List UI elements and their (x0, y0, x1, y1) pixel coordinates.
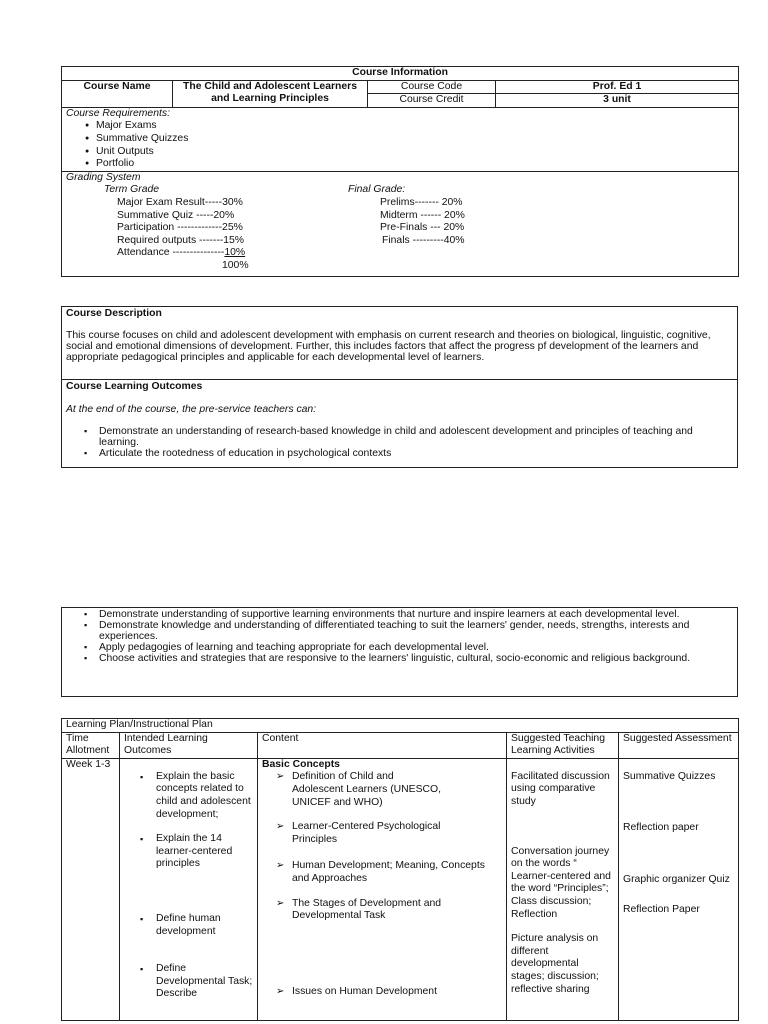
attendance-value: 10% (224, 247, 246, 259)
assessment-item: Summative Quizzes (623, 770, 716, 782)
list-item: ▪ Define Developmental Task; Describe (120, 963, 257, 1001)
list-item: ● Portfolio (66, 158, 734, 171)
list-item: ➢ Learner-Centered Psychological Principles (258, 821, 506, 846)
list-item: ▪ Demonstrate an understanding of research-based knowledge in child and adolescent development and principles of teaching and learning. (66, 426, 733, 448)
list-item: ➢ Definition of Child and Adolescent Learners (UNESCO, UNICEF and WHO) (258, 771, 506, 809)
list-item: ▪ Demonstrate knowledge and understanding of differentiated teaching to suit the learners' gender, needs, strengths, interests and experiences. (66, 620, 733, 642)
grading-title: Grading System (66, 171, 141, 183)
course-name-label: Course Name (62, 80, 173, 107)
course-description-box (61, 306, 738, 380)
list-item: ● Unit Outputs (66, 146, 734, 159)
header-intended-outcomes: Intended Learning Outcomes (120, 732, 258, 758)
course-code-label: Course Code (368, 80, 496, 94)
term-grade-item: Major Exam Result-----30% (117, 196, 243, 208)
list-item: ➢ Human Development; Meaning, Concepts and Approaches (258, 860, 506, 885)
outcomes-continued-box (61, 607, 738, 697)
activities-cell (507, 758, 619, 1020)
term-grade-item: Required outputs -------15% (117, 234, 245, 246)
course-credit-value: 3 unit (496, 94, 739, 108)
final-grade-title: Final Grade: (348, 184, 406, 196)
activity-item: Picture analysis on different developmental stages; discussion; reflective sharing (511, 933, 599, 995)
list-item: ● Summative Quizzes (66, 133, 734, 146)
list-item: ● Major Exams (66, 120, 734, 133)
content-cell (258, 758, 507, 1020)
course-outcomes-box (61, 379, 738, 468)
list-item: ▪ Articulate the rootedness of education in psychological contexts (66, 448, 733, 459)
final-grade-item: Midterm ------ 20% (380, 209, 465, 221)
term-grade-title: Term Grade (104, 184, 160, 196)
term-grade-item: Summative Quiz -----20% (117, 209, 235, 221)
list-item: ➢ The Stages of Development and Developmental Task (258, 898, 506, 923)
final-grade-block (348, 184, 465, 247)
final-grade-item: Pre-Finals --- 20% (380, 222, 465, 234)
course-outcomes-title: Course Learning Outcomes (66, 381, 203, 392)
list-item: ▪ Explain the basic concepts related to child and adolescent development; (120, 771, 257, 821)
course-info-table (61, 66, 739, 277)
term-grade-block (104, 184, 249, 272)
course-outcomes-intro: At the end of the course, the pre-service teachers can: (66, 404, 317, 415)
course-description-title: Course Description (66, 308, 162, 319)
assessment-cell (619, 758, 739, 1020)
course-code-value: Prof. Ed 1 (496, 80, 739, 94)
term-grade-item: Participation -------------25% (117, 222, 243, 234)
activity-item: Conversation journey on the words “ Learner-centered and the word “Principles”; Class discussion; Reflection (511, 845, 611, 920)
final-grade-item: Prelims------- 20% (380, 196, 463, 208)
list-item: ▪ Choose activities and strategies that are responsive to the learners' linguistic, cultural, socio-economic and religious background. (66, 653, 733, 664)
assessment-item: Reflection Paper (623, 903, 700, 915)
header-activities: Suggested Teaching Learning Activities (507, 732, 619, 758)
grading-system-cell (62, 171, 739, 276)
ilo-list (120, 759, 257, 1001)
list-item: ➢ Issues on Human Development (258, 986, 506, 999)
requirements-list (66, 120, 734, 170)
header-time-allotment: Time Allotment (62, 732, 120, 758)
content-title: Basic Concepts (262, 758, 340, 770)
course-requirements-cell (62, 107, 739, 171)
attendance-line: Attendance ---------------10% (117, 247, 246, 259)
ilo-cell (120, 758, 258, 1020)
header-assessment: Suggested Assessment (619, 732, 739, 758)
term-total: 100% (222, 259, 249, 271)
course-description-text: This course focuses on child and adolescent development with emphasis on current research and theories on biological, linguistic, cognitive, social and emotional dimensions of development. Further, this includes factors that affect the progress pf development of the learners and appropriate pedagogical principles and applicable for each developmental level of learners. (66, 330, 711, 363)
final-grade-item: Finals ---------40% (382, 234, 465, 246)
learning-plan-table (61, 718, 739, 1021)
outcomes-continued-list (66, 609, 733, 664)
content-list (258, 771, 506, 998)
week-cell: Week 1-3 (62, 758, 120, 1020)
list-item: ▪ Define human development (120, 913, 257, 938)
assessment-item: Graphic organizer Quiz (623, 873, 730, 885)
activity-item: Facilitated discussion using comparative study (511, 770, 610, 807)
course-credit-label: Course Credit (368, 94, 496, 108)
list-item: ▪ Explain the 14 learner-centered principles (120, 833, 257, 871)
outcomes-list (66, 426, 733, 459)
course-name-value: The Child and Adolescent Learners and Learning Principles (173, 80, 368, 107)
list-item: ▪ Demonstrate understanding of supportive learning environments that nurture and inspire learners at each developmental level. (66, 609, 733, 620)
header-content: Content (258, 732, 507, 758)
list-item: ▪ Apply pedagogies of learning and teaching appropriate for each developmental level. (66, 642, 733, 653)
requirements-title: Course Requirements: (66, 107, 170, 119)
course-info-header: Course Information (62, 67, 739, 81)
learning-plan-title: Learning Plan/Instructional Plan (62, 719, 739, 733)
assessment-item: Reflection paper (623, 822, 699, 834)
